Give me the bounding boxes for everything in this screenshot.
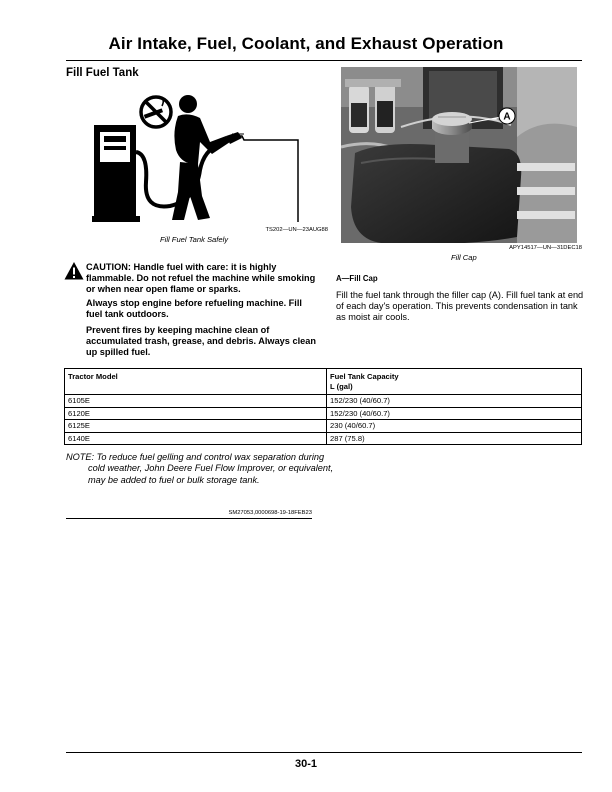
table-row [65,420,582,433]
callout-letter: A [503,111,511,123]
title-rule [66,60,582,61]
table-cell-capacity: 230 (40/60.7) [327,420,582,433]
no-smoking-icon [141,97,171,127]
table-cell-capacity: 152/230 (40/60.7) [327,407,582,420]
left-figure-caption: Fill Fuel Tank Safely [160,235,229,244]
fill-instructions: Fill the fuel tank through the filler cap (A). Fill fuel tank at end of each day's operation. This prevents condensation in tank as moist air cools. [336,290,584,323]
table-cell-model: 6125E [65,420,327,433]
caution-paragraph: Prevent fires by keeping machine clean of accumulated trash, grease, and debris. Always clean up spilled fuel. [86,325,316,358]
table-row [65,432,582,445]
fuel-capacity-table [64,368,582,445]
fuel-tank-safety-illustration [92,92,302,222]
left-figure-id: TS202—UN—23AUG88 [265,227,328,233]
table-cell-capacity: 287 (75.8) [327,432,582,445]
table-row [65,407,582,420]
caution-paragraph: Always stop engine before refueling machine. Fill fuel tank outdoors. [86,298,302,320]
table-cell-model: 6120E [65,407,327,420]
page-title: Air Intake, Fuel, Coolant, and Exhaust Operation [108,34,504,53]
header-tractor-model: Tractor Model [65,369,327,395]
table-row [65,395,582,408]
section-heading: Fill Fuel Tank [66,67,139,79]
fill-cap-photo [341,67,577,243]
right-figure-caption: Fill Cap [451,253,477,262]
table-header-row [65,369,582,395]
callout-legend: A—Fill Cap [336,274,378,283]
section-end-rule [66,518,312,519]
table-cell-model: 6105E [65,395,327,408]
caution-paragraph: CAUTION: Handle fuel with care: it is highly flammable. Do not refuel the machine while smoking or when near open flame or sparks. [86,262,316,295]
footer-rule [66,752,582,753]
table-cell-capacity: 152/230 (40/60.7) [327,395,582,408]
right-figure-id: APY14517—UN—31DEC18 [509,245,582,251]
page-number: 30-1 [294,758,318,770]
table-cell-model: 6140E [65,432,327,445]
document-id: SM27053,0000698-19-18FEB23 [228,510,312,516]
note-text: NOTE: To reduce fuel gelling and control wax separation during cold weather, John Deere Fuel Flow Improver, or equivalent, may be added to fuel or bulk storage tank. [66,452,334,485]
warning-triangle-icon [64,261,84,281]
header-fuel-capacity: Fuel Tank Capacity L (gal) [327,369,582,395]
